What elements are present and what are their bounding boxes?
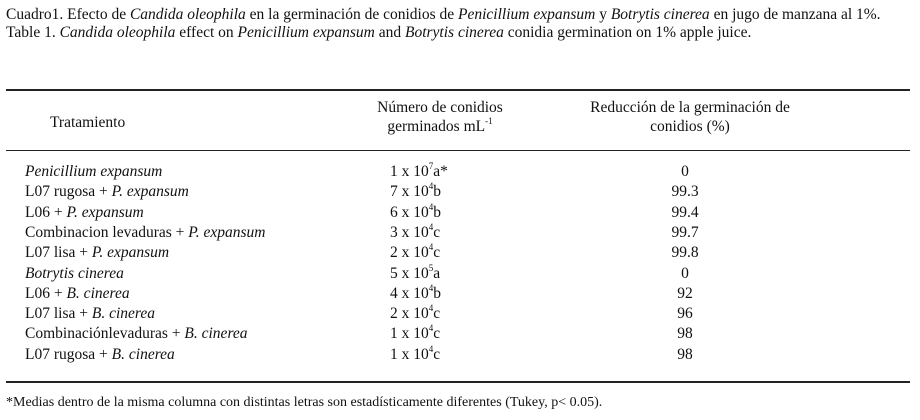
table-row bbox=[0, 324, 920, 344]
count-base: 2 x 10 bbox=[390, 305, 429, 323]
header-conidia-count bbox=[340, 98, 540, 136]
footnote: *Medias dentro de la misma columna con distintas letras son estadísticamente diferentes (Tukey, p< 0.05). bbox=[6, 395, 603, 410]
table-row bbox=[0, 243, 920, 263]
count-exponent: 7 bbox=[428, 161, 434, 171]
count-base: 5 x 10 bbox=[390, 264, 429, 282]
count-exponent: 5 bbox=[428, 262, 434, 273]
significance-letter: c bbox=[433, 325, 441, 343]
treatment-cell bbox=[25, 203, 144, 223]
count-base: 4 x 10 bbox=[390, 284, 429, 302]
treatment-species: B. cinerea bbox=[91, 305, 155, 323]
conidia-count-cell bbox=[390, 284, 510, 304]
treatment-text: L06 + bbox=[25, 284, 67, 302]
count-base: 3 x 10 bbox=[390, 223, 429, 241]
caption-en-species: Botrytis cinerea bbox=[405, 24, 504, 41]
header-reduction-line2: conidios (%) bbox=[650, 118, 730, 135]
count-base: 6 x 10 bbox=[390, 203, 429, 221]
treatment-species: P. expansum bbox=[188, 223, 266, 241]
treatment-text: L07 lisa + bbox=[25, 244, 92, 262]
header-reduction bbox=[560, 98, 820, 136]
significance-letter: a* bbox=[433, 163, 448, 180]
conidia-count-cell bbox=[390, 203, 510, 223]
treatment-cell bbox=[25, 162, 162, 182]
table-row bbox=[0, 264, 920, 284]
conidia-count-cell bbox=[390, 162, 510, 182]
caption-es-text: en jugo de manzana al 1%. bbox=[709, 6, 881, 23]
count-base: 7 x 10 bbox=[390, 183, 429, 201]
table-caption bbox=[6, 6, 911, 42]
conidia-count-cell bbox=[390, 345, 510, 365]
reduction-cell: 98 bbox=[677, 345, 693, 363]
significance-letter: c bbox=[433, 345, 441, 363]
count-exponent: 4 bbox=[428, 303, 434, 314]
caption-es-species: Botrytis cinerea bbox=[610, 6, 710, 23]
treatment-cell bbox=[25, 243, 169, 263]
count-exponent: 4 bbox=[428, 282, 434, 293]
treatment-cell bbox=[25, 284, 130, 304]
header-treatment: Tratamiento bbox=[50, 114, 126, 131]
header-count-unit: germinados mL bbox=[387, 118, 486, 135]
treatment-text: Combinaciónlevaduras + bbox=[25, 325, 185, 343]
conidia-count-cell bbox=[390, 223, 510, 243]
caption-en-text: Table 1. bbox=[6, 24, 60, 41]
table-row bbox=[0, 345, 920, 365]
table-row bbox=[0, 162, 920, 182]
significance-letter: a bbox=[433, 264, 441, 282]
table-row bbox=[0, 223, 920, 243]
significance-letter: b bbox=[433, 203, 441, 221]
conidia-count-cell bbox=[390, 324, 510, 344]
caption-en-species: Penicillium expansum bbox=[237, 24, 375, 41]
treatment-text: L07 rugosa + bbox=[25, 183, 112, 201]
table-bottom-rule bbox=[6, 381, 910, 383]
conidia-count-cell bbox=[390, 243, 510, 263]
header-count-exponent: -1 bbox=[485, 116, 493, 126]
reduction-cell: 0 bbox=[681, 163, 689, 180]
count-exponent: 4 bbox=[428, 343, 434, 354]
treatment-text: L07 lisa + bbox=[25, 305, 92, 323]
treatment-species: B. cinerea bbox=[66, 284, 130, 302]
conidia-count-cell bbox=[390, 304, 510, 324]
table-row bbox=[0, 284, 920, 304]
conidia-count-cell bbox=[390, 264, 510, 284]
significance-letter: c bbox=[433, 305, 441, 323]
treatment-text: L07 rugosa + bbox=[25, 345, 112, 363]
count-exponent: 4 bbox=[428, 221, 434, 232]
treatment-text: Combinacion levaduras + bbox=[25, 223, 189, 241]
reduction-cell: 99.8 bbox=[671, 244, 699, 262]
treatment-cell bbox=[25, 345, 175, 365]
caption-es-text: en la germinación de conidios de bbox=[245, 6, 458, 23]
header-count-line2 bbox=[340, 117, 540, 136]
caption-english bbox=[6, 24, 911, 42]
header-reduction-line1: Reducción de la germinación de bbox=[590, 99, 790, 116]
treatment-cell bbox=[25, 304, 155, 324]
caption-en-text: conidia germination on 1% apple juice. bbox=[503, 24, 752, 41]
significance-letter: c bbox=[433, 244, 441, 262]
count-exponent: 4 bbox=[428, 242, 434, 253]
reduction-cell: 99.4 bbox=[671, 203, 699, 221]
treatment-species: B. cinerea bbox=[184, 325, 248, 343]
table-row bbox=[0, 304, 920, 324]
caption-es-text: y bbox=[595, 6, 611, 23]
reduction-cell: 98 bbox=[677, 325, 693, 343]
table-top-rule bbox=[6, 89, 910, 91]
table-row bbox=[0, 182, 920, 202]
caption-en-species: Candida oleophila bbox=[59, 24, 176, 41]
treatment-species: P. expansum bbox=[91, 244, 170, 262]
reduction-cell: 96 bbox=[677, 305, 693, 323]
conidia-count-cell bbox=[390, 182, 510, 202]
count-base: 1 x 10 bbox=[390, 163, 429, 180]
reduction-cell: 99.3 bbox=[671, 183, 699, 201]
count-base: 1 x 10 bbox=[390, 345, 429, 363]
caption-en-text: effect on bbox=[175, 24, 238, 41]
caption-spanish bbox=[6, 6, 911, 24]
treatment-cell bbox=[25, 182, 189, 202]
treatment-cell bbox=[25, 264, 124, 284]
table-row bbox=[0, 203, 920, 223]
treatment-species: B. cinerea bbox=[111, 345, 175, 363]
count-exponent: 4 bbox=[428, 181, 434, 192]
reduction-cell: 0 bbox=[681, 264, 689, 282]
treatment-text: L06 + bbox=[25, 203, 67, 221]
count-exponent: 4 bbox=[428, 323, 434, 334]
treatment-cell bbox=[25, 324, 248, 344]
count-base: 1 x 10 bbox=[390, 325, 429, 343]
reduction-cell: 92 bbox=[677, 284, 693, 302]
treatment-species: Botrytis cinerea bbox=[25, 264, 124, 282]
header-bottom-rule bbox=[6, 150, 910, 151]
significance-letter: c bbox=[433, 223, 441, 241]
count-exponent: 4 bbox=[428, 201, 434, 212]
reduction-cell: 99.7 bbox=[671, 223, 699, 241]
caption-en-text: and bbox=[374, 24, 405, 41]
caption-es-species: Penicillium expansum bbox=[458, 6, 596, 23]
significance-letter: b bbox=[433, 284, 441, 302]
treatment-species: P. expansum bbox=[66, 203, 144, 221]
significance-letter: b bbox=[433, 183, 441, 201]
caption-es-species: Candida oleophila bbox=[129, 6, 246, 23]
treatment-cell bbox=[25, 223, 266, 243]
treatment-species: Penicillium expansum bbox=[25, 163, 163, 180]
count-base: 2 x 10 bbox=[390, 244, 429, 262]
header-count-line1: Número de conidios bbox=[377, 99, 503, 116]
caption-es-text: Cuadro1. Efecto de bbox=[6, 6, 130, 23]
treatment-species: P. expansum bbox=[111, 183, 189, 201]
